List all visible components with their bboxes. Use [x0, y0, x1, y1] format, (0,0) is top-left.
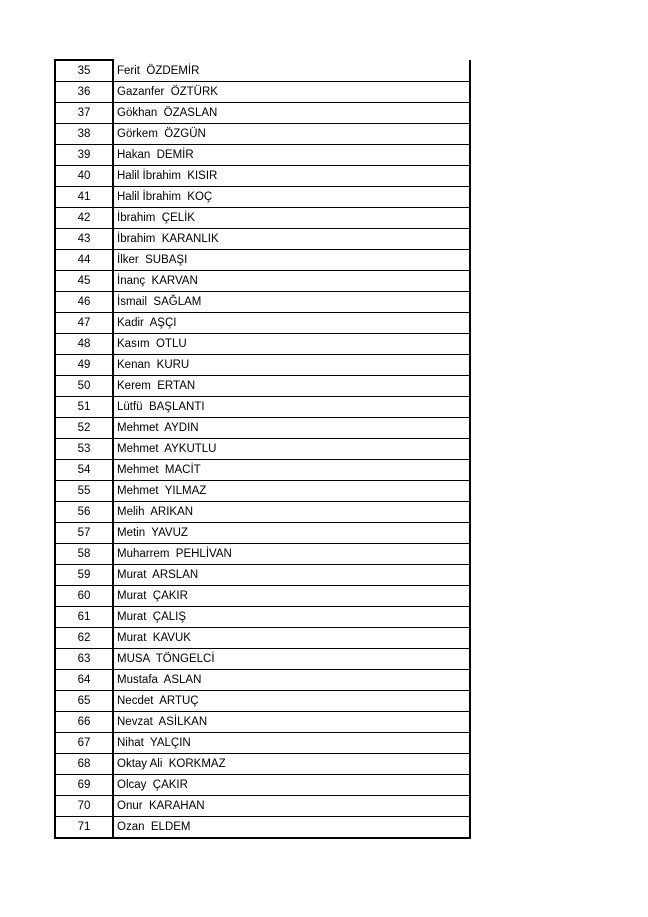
person-name: Kerem ERTAN	[113, 376, 470, 397]
table-row	[55, 775, 470, 796]
row-number: 39	[55, 145, 113, 166]
person-name: İlker SUBAŞI	[113, 250, 470, 271]
row-number: 43	[55, 229, 113, 250]
person-name: Hakan DEMİR	[113, 145, 470, 166]
person-name: Mehmet AYKUTLU	[113, 439, 470, 460]
table-row	[55, 754, 470, 775]
row-number: 64	[55, 670, 113, 691]
table-row	[55, 691, 470, 712]
table-row	[55, 586, 470, 607]
person-name: Lütfü BAŞLANTI	[113, 397, 470, 418]
table-row	[55, 649, 470, 670]
person-name: Murat ÇALIŞ	[113, 607, 470, 628]
row-number: 61	[55, 607, 113, 628]
person-name: Mehmet MACİT	[113, 460, 470, 481]
roster-table	[54, 59, 471, 839]
row-number: 65	[55, 691, 113, 712]
row-number: 42	[55, 208, 113, 229]
person-name: Mehmet AYDIN	[113, 418, 470, 439]
table-row	[55, 418, 470, 439]
person-name: Kasım OTLU	[113, 334, 470, 355]
person-name: İsmail SAĞLAM	[113, 292, 470, 313]
row-number: 69	[55, 775, 113, 796]
table-row	[55, 523, 470, 544]
person-name: Mustafa ASLAN	[113, 670, 470, 691]
person-name: Gökhan ÖZASLAN	[113, 103, 470, 124]
table-row	[55, 187, 470, 208]
person-name: Melih ARIKAN	[113, 502, 470, 523]
table-row	[55, 313, 470, 334]
table-row	[55, 481, 470, 502]
table-row	[55, 502, 470, 523]
table-row	[55, 103, 470, 124]
table-row	[55, 60, 470, 82]
row-number: 35	[55, 60, 113, 82]
table-row	[55, 376, 470, 397]
table-row	[55, 229, 470, 250]
table-row	[55, 82, 470, 103]
table-row	[55, 670, 470, 691]
table-row	[55, 712, 470, 733]
row-number: 63	[55, 649, 113, 670]
table-row	[55, 145, 470, 166]
row-number: 66	[55, 712, 113, 733]
row-number: 57	[55, 523, 113, 544]
person-name: Ferit ÖZDEMİR	[113, 60, 470, 82]
person-name: Kenan KURU	[113, 355, 470, 376]
row-number: 68	[55, 754, 113, 775]
row-number: 67	[55, 733, 113, 754]
table-row	[55, 733, 470, 754]
table-row	[55, 334, 470, 355]
table-row	[55, 439, 470, 460]
row-number: 38	[55, 124, 113, 145]
row-number: 58	[55, 544, 113, 565]
person-name: İbrahim KARANLIK	[113, 229, 470, 250]
person-name: MUSA TÖNGELCİ	[113, 649, 470, 670]
row-number: 70	[55, 796, 113, 817]
row-number: 37	[55, 103, 113, 124]
row-number: 59	[55, 565, 113, 586]
person-name: Mehmet YILMAZ	[113, 481, 470, 502]
table-row	[55, 817, 470, 839]
roster-body	[55, 60, 470, 838]
person-name: Murat ÇAKIR	[113, 586, 470, 607]
table-row	[55, 628, 470, 649]
person-name: Muharrem PEHLİVAN	[113, 544, 470, 565]
person-name: Kadir AŞÇI	[113, 313, 470, 334]
person-name: Ozan ELDEM	[113, 817, 470, 839]
row-number: 60	[55, 586, 113, 607]
row-number: 52	[55, 418, 113, 439]
person-name: İbrahim ÇELİK	[113, 208, 470, 229]
table-row	[55, 565, 470, 586]
row-number: 51	[55, 397, 113, 418]
row-number: 47	[55, 313, 113, 334]
row-number: 46	[55, 292, 113, 313]
person-name: Oktay Ali KORKMAZ	[113, 754, 470, 775]
person-name: Murat ARSLAN	[113, 565, 470, 586]
person-name: Metin YAVUZ	[113, 523, 470, 544]
table-row	[55, 607, 470, 628]
row-number: 45	[55, 271, 113, 292]
person-name: Halil İbrahim KOÇ	[113, 187, 470, 208]
row-number: 41	[55, 187, 113, 208]
table-row	[55, 460, 470, 481]
row-number: 40	[55, 166, 113, 187]
table-row	[55, 250, 470, 271]
person-name: Nevzat ASİLKAN	[113, 712, 470, 733]
row-number: 50	[55, 376, 113, 397]
row-number: 55	[55, 481, 113, 502]
person-name: Onur KARAHAN	[113, 796, 470, 817]
table-row	[55, 208, 470, 229]
table-row	[55, 397, 470, 418]
roster-sheet	[54, 59, 471, 839]
person-name: Görkem ÖZGÜN	[113, 124, 470, 145]
table-row	[55, 292, 470, 313]
row-number: 49	[55, 355, 113, 376]
row-number: 54	[55, 460, 113, 481]
row-number: 53	[55, 439, 113, 460]
person-name: Necdet ARTUÇ	[113, 691, 470, 712]
person-name: İnanç KARVAN	[113, 271, 470, 292]
table-row	[55, 544, 470, 565]
row-number: 36	[55, 82, 113, 103]
table-row	[55, 271, 470, 292]
table-row	[55, 796, 470, 817]
person-name: Gazanfer ÖZTÜRK	[113, 82, 470, 103]
row-number: 71	[55, 817, 113, 839]
person-name: Olcay ÇAKIR	[113, 775, 470, 796]
person-name: Halil İbrahim KISIR	[113, 166, 470, 187]
person-name: Nihat YALÇIN	[113, 733, 470, 754]
person-name: Murat KAVUK	[113, 628, 470, 649]
row-number: 56	[55, 502, 113, 523]
table-row	[55, 166, 470, 187]
table-row	[55, 124, 470, 145]
row-number: 48	[55, 334, 113, 355]
row-number: 44	[55, 250, 113, 271]
row-number: 62	[55, 628, 113, 649]
table-row	[55, 355, 470, 376]
